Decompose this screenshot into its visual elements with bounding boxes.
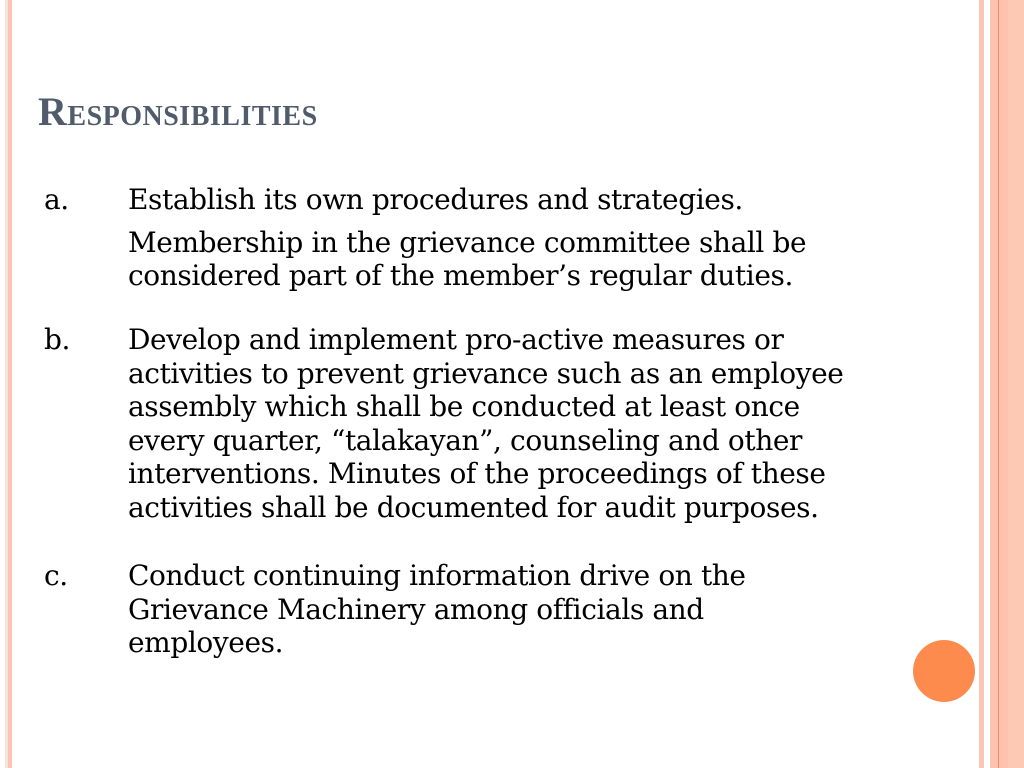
item-label: a. (44, 183, 69, 216)
right-border-stripe-4 (1008, 0, 1024, 768)
item-text: Grievance Machinery among officials and (128, 592, 704, 626)
item-label: b. (44, 323, 71, 356)
item-text: activities shall be documented for audit purposes. (128, 490, 819, 524)
item-text: interventions. Minutes of the proceedings of these (128, 457, 826, 490)
item-text: Conduct continuing information drive on the (128, 559, 746, 592)
item-subtext: Membership in the grievance committee shall be (128, 225, 807, 259)
left-border (8, 0, 12, 768)
item-text: employees. (128, 626, 284, 659)
decorative-circle (913, 640, 975, 702)
item-text: assembly which shall be conducted at least once (128, 390, 800, 423)
right-border-stripe-2 (990, 0, 998, 768)
item-text: Develop and implement pro-active measures or (128, 323, 784, 356)
item-text: Establish its own procedures and strategies. (128, 183, 743, 216)
item-text: activities to prevent grievance such as an employee (128, 356, 844, 390)
item-label: c. (44, 559, 68, 592)
right-border-stripe-3 (999, 0, 1008, 768)
item-text: every quarter, “talakayan”, counseling and other (128, 423, 803, 457)
item-subtext: considered part of the member’s regular duties. (128, 259, 793, 292)
slide-title: Responsibilities (38, 89, 318, 134)
